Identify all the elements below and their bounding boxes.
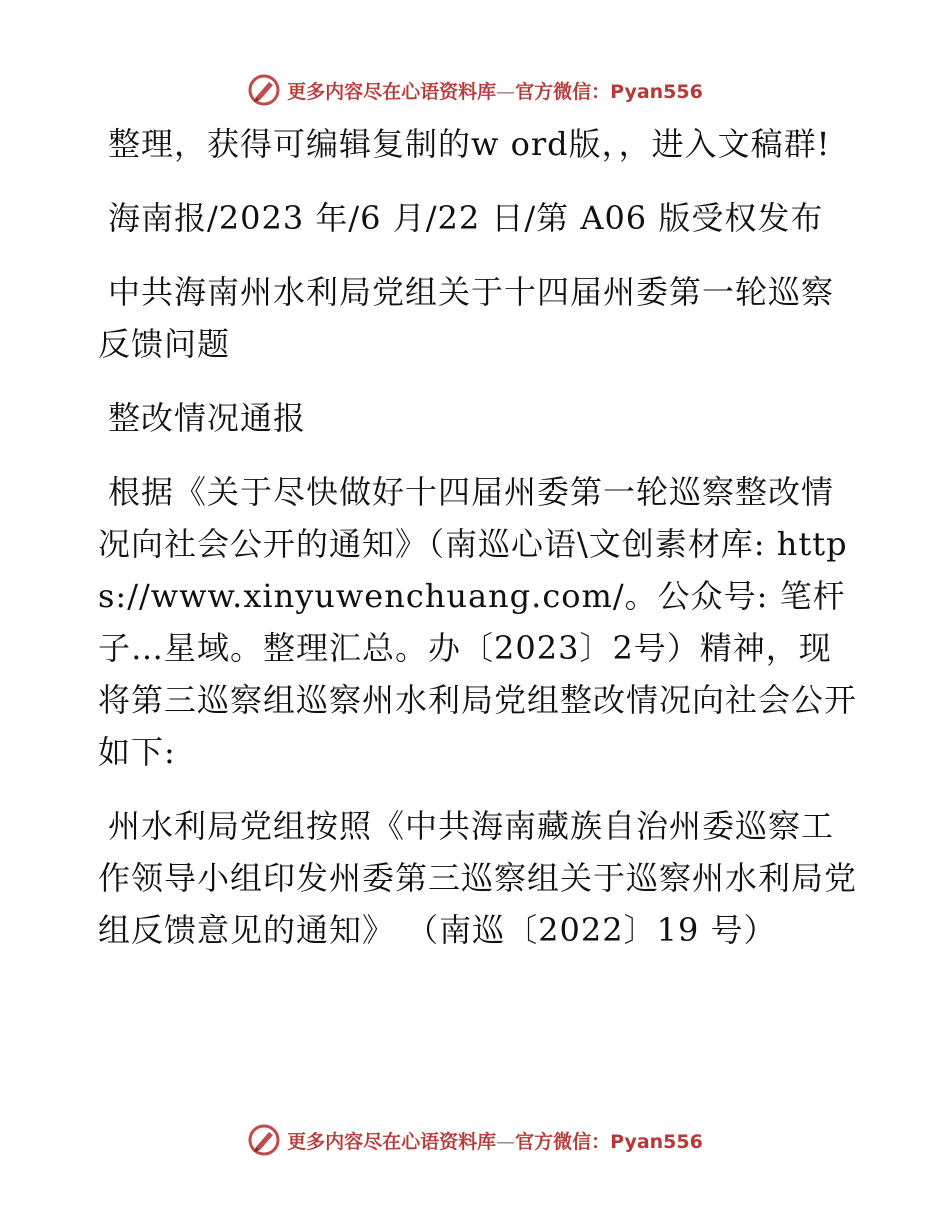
banner-separator: —	[496, 80, 516, 103]
document-body	[98, 118, 858, 978]
pen-logo-icon	[247, 1123, 281, 1157]
paragraph-source: 海南报/2023 年/6 月/22 日/第 A06 版受权发布	[108, 199, 824, 237]
banner-text	[287, 77, 703, 104]
banner-main-text: 更多内容尽在心语资料库	[287, 1130, 497, 1153]
banner-separator: —	[496, 1130, 516, 1153]
banner-tail-text: 官方微信：Pyan556	[515, 1130, 703, 1153]
pen-logo-icon	[247, 73, 281, 107]
footer-banner	[0, 1120, 950, 1160]
paragraph-intro: 整理，获得可编辑复制的w ord版，，进入文稿群!	[108, 125, 831, 163]
banner-main-text: 更多内容尽在心语资料库	[287, 80, 497, 103]
paragraph-title-line2: 整改情况通报	[108, 399, 307, 437]
header-banner	[0, 70, 950, 110]
paragraph-title-line1: 中共海南州水利局党组关于十四届州委第一轮巡察反馈问题	[98, 273, 835, 363]
banner-text	[287, 1127, 703, 1154]
banner-tail-text: 官方微信：Pyan556	[515, 80, 703, 103]
paragraph-body-1: 根据《关于尽快做好十四届州委第一轮巡察整改情况向社会公开的通知》（南巡心语\文创素材库: https://www.xinyuwenchuang.com/。公众号: 笔杆子…星域。整理汇总。办〔2023〕2号）精神，现将第三巡察组巡察州水利局党组整改情况向社会公开如下:	[98, 473, 858, 771]
paragraph-body-2: 州水利局党组按照《中共海南藏族自治州委巡察工作领导小组印发州委第三巡察组关于巡察州水利局党组反馈意见的通知》 （南巡〔2022〕19 号）	[98, 807, 858, 949]
